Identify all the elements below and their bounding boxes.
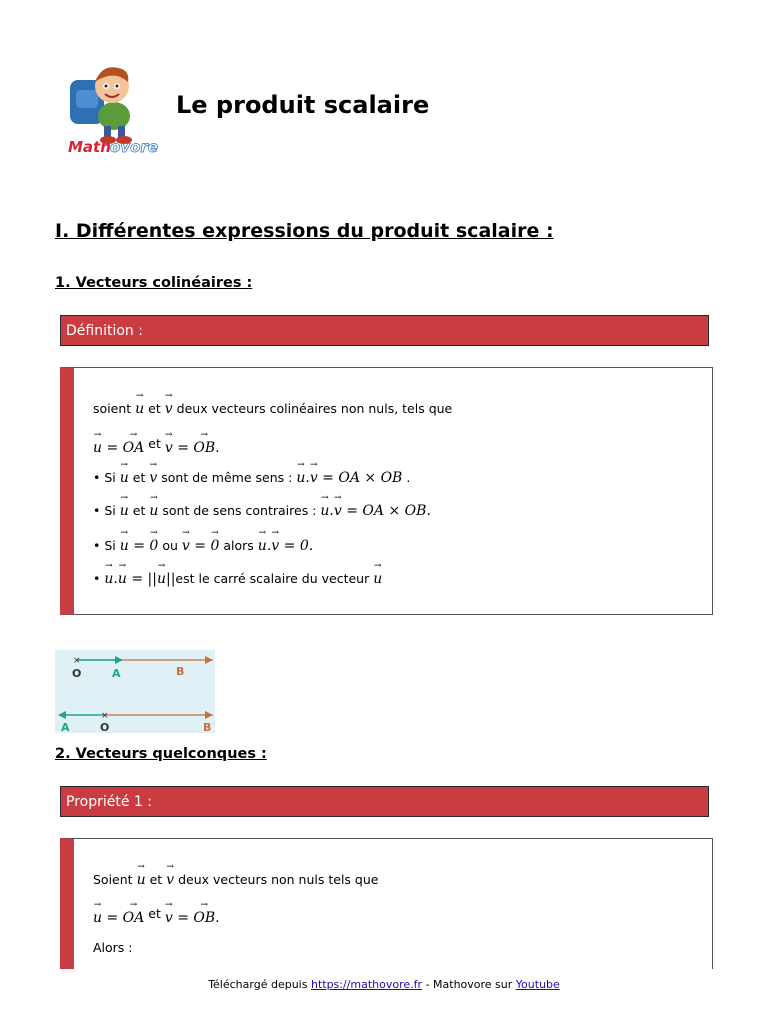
definition-intro-line [93,401,452,417]
formula-u-oa: → u = → OA [93,910,144,926]
text: ou [162,538,178,553]
formula-scalar-square: → u.→ u = ||→ u|| [104,571,175,587]
text: deux vecteurs non nuls tels que [178,872,379,887]
formula-v-ob: → v = → OB. [165,440,220,456]
vector-u: → u [135,401,144,417]
vector-u: → u [120,503,129,519]
text: est le carré scalaire du vecteur [175,571,370,586]
definition-bullet-opposite-direction [93,503,431,519]
text: • Si [93,470,116,485]
svg-text:Math: Math [68,138,111,156]
label-a-top: A [112,667,121,680]
section-heading: I. Différentes expressions du produit scalaire : [55,220,554,242]
svg-text:×: × [73,656,81,666]
definition-vectors-line [93,436,220,456]
text: et [132,503,146,518]
footer-middle: - Mathovore sur [425,978,513,991]
definition-bullet-same-direction: • Si → u et → v sont de même sens : → u.→ v = OA × OB . [93,470,410,486]
mathovore-logo [62,60,162,156]
formula-u-oa: → u = → OA [93,440,144,456]
label-b-bottom: B [203,721,212,733]
propriete-title-bar [60,786,709,817]
text: sont de même sens : [161,470,293,485]
text: • Si [93,503,116,518]
label-b-top: B [176,665,185,678]
definition-title-bar [60,315,709,346]
text: et [132,470,146,485]
definition-bullet-scalar-square [93,571,382,587]
formula-u-zero: → u = → 0 [120,538,159,554]
formula-same-direction: → u.→ v = OA × OB [296,470,402,486]
formula-dot-zero: → u.→ v = 0. [258,538,313,554]
label-o-top: O [72,667,82,680]
text: deux vecteurs colinéaires non nuls, tels que [176,401,453,416]
svg-text:ovore: ovore [110,138,158,156]
definition-label: Définition : [66,323,143,339]
label-o-bottom: O [100,721,110,733]
vector-u: → u [373,571,382,587]
subsection-heading-quelconques: 2. Vecteurs quelconques : [55,746,267,762]
colinear-vectors-figure [55,650,215,733]
vector-v: → v [166,872,174,888]
definition-bullet-null-vector [93,538,313,554]
text: et [149,872,163,887]
text: Soient [93,872,133,887]
text: • [93,571,101,586]
footer [0,978,768,991]
formula-v-ob: → v = → OB. [165,910,220,926]
label-a-bottom: A [61,721,70,733]
propriete-intro-line [93,872,378,888]
propriete-box [60,838,713,969]
mathovore-link[interactable]: https://mathovore.fr [310,978,423,991]
text: et [148,436,161,451]
text: sont de sens contraires : [162,503,317,518]
vector-u: → u [149,503,158,519]
text: soient [93,401,132,416]
propriete-alors: Alors : [93,940,133,955]
footer-prefix: Téléchargé depuis [208,978,308,991]
text: alors [223,538,254,553]
formula-opposite-direction: → u.→ v = OA × OB. [320,503,430,519]
vector-v: → v [165,401,173,417]
svg-text:×: × [101,711,109,721]
vector-u: → u [137,872,146,888]
subsection-heading-colineaires: 1. Vecteurs colinéaires : [55,275,253,291]
text: et [148,401,161,416]
propriete-vectors-line [93,906,220,926]
vector-v: → v [149,470,157,486]
text: et [148,906,161,921]
page-title: Le produit scalaire [176,91,430,119]
propriete-label: Propriété 1 : [66,794,152,810]
formula-v-zero: → v = → 0 [182,538,219,554]
vector-u: → u [120,470,129,486]
text: • Si [93,538,116,553]
youtube-link[interactable]: Youtube [515,978,560,991]
